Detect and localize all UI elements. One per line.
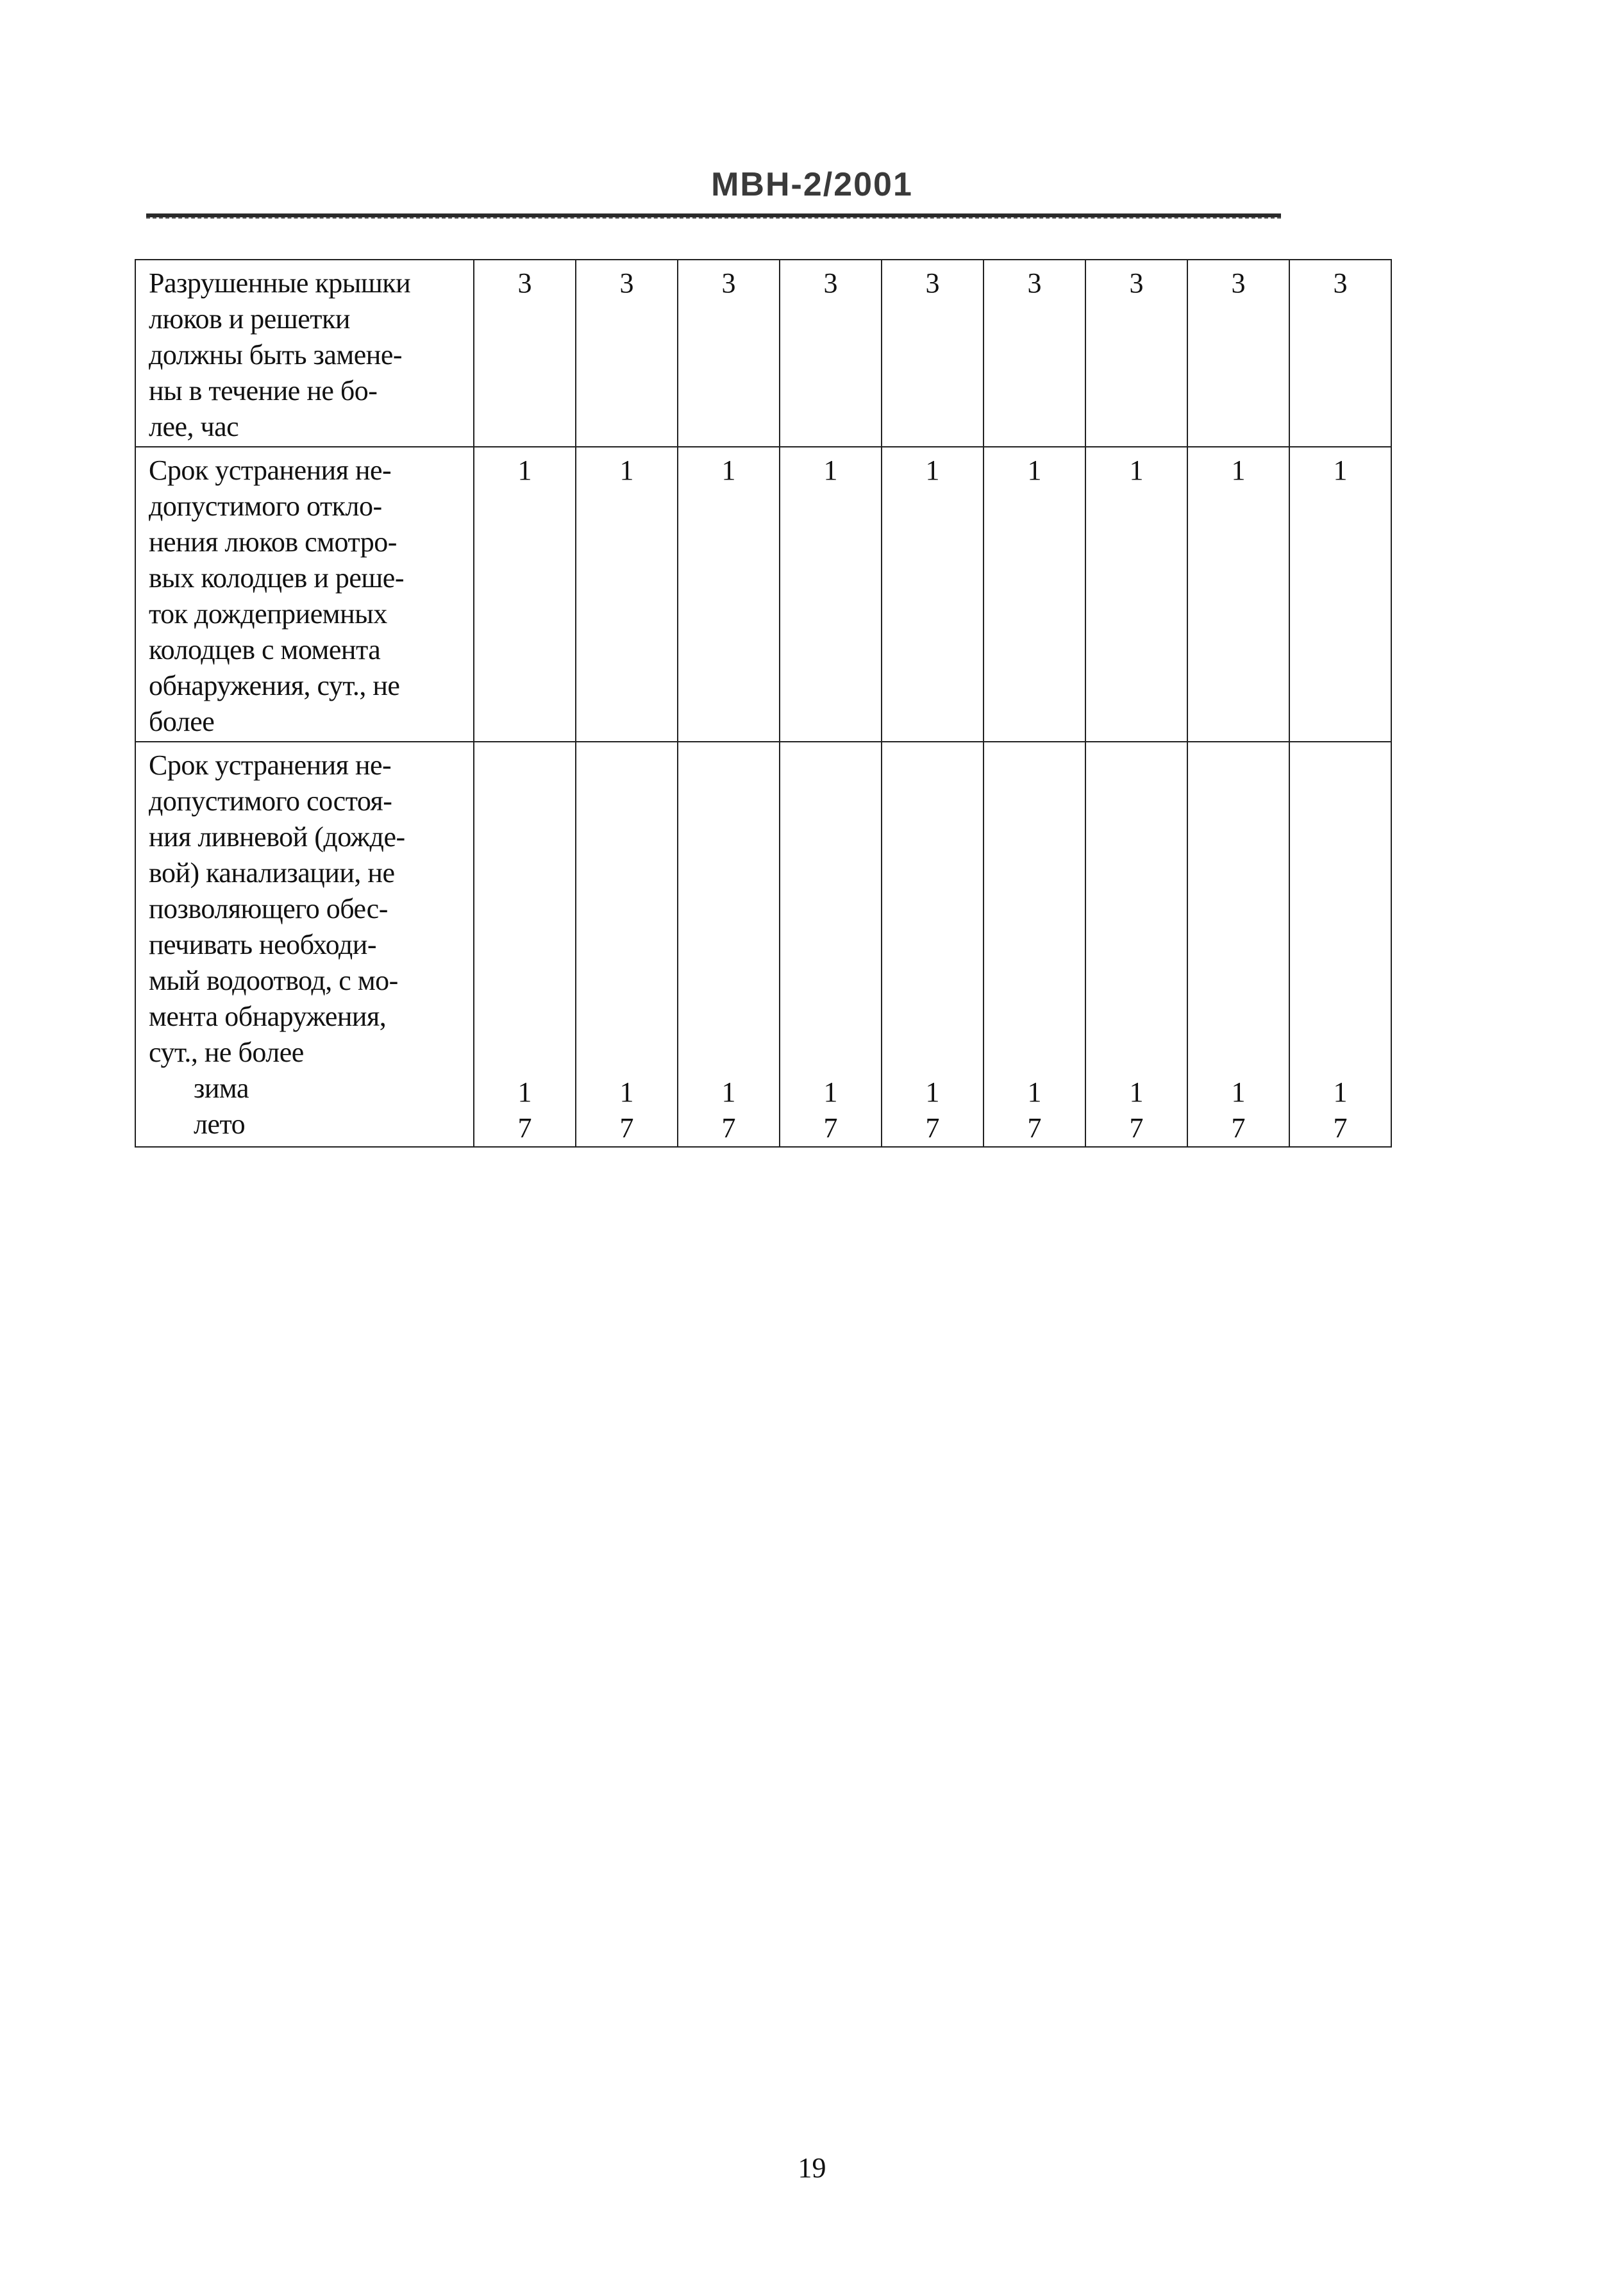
summer-value: 7 bbox=[721, 1112, 736, 1144]
row-label-cell bbox=[135, 260, 474, 447]
winter-value: 1 bbox=[1333, 1076, 1348, 1108]
value-cell: 1 bbox=[474, 447, 576, 742]
value-cell bbox=[474, 742, 576, 1147]
value-cell: 1 bbox=[1187, 447, 1289, 742]
value-cell: 1 bbox=[678, 447, 780, 742]
summer-value: 7 bbox=[517, 1112, 532, 1144]
value-cell bbox=[678, 742, 780, 1147]
summer-value: 7 bbox=[1129, 1112, 1144, 1144]
winter-value: 1 bbox=[517, 1076, 532, 1108]
value-cell: 3 bbox=[678, 260, 780, 447]
row-label-cell bbox=[135, 742, 474, 1147]
row-label: Срок устранения не- допустимого состоя- ния ливневой (дожде- вой) канализации, не позволяющего обес- печивать необходи- мый водоотвод, с мо- мента обнаружения, сут., не более bbox=[149, 749, 405, 1068]
row-label: Разрушенные крышки люков и решетки должны быть замене- ны в течение не бо- лее, час bbox=[149, 267, 411, 442]
value-cell bbox=[882, 742, 984, 1147]
value-cell bbox=[780, 742, 882, 1147]
document-code: МВН-2/2001 bbox=[711, 166, 913, 203]
page-number: 19 bbox=[798, 2152, 826, 2184]
value-cell: 1 bbox=[576, 447, 678, 742]
value-cell bbox=[576, 742, 678, 1147]
value-cell bbox=[1289, 742, 1391, 1147]
table-row bbox=[135, 447, 1391, 742]
summer-value: 7 bbox=[1231, 1112, 1246, 1144]
winter-value: 1 bbox=[721, 1076, 736, 1108]
winter-value: 1 bbox=[1231, 1076, 1246, 1108]
value-cell: 3 bbox=[780, 260, 882, 447]
header-rule bbox=[146, 213, 1281, 219]
summer-value: 7 bbox=[619, 1112, 634, 1144]
value-cell: 1 bbox=[1085, 447, 1187, 742]
row-label-cell bbox=[135, 447, 474, 742]
value-cell bbox=[1085, 742, 1187, 1147]
winter-value: 1 bbox=[823, 1076, 838, 1108]
summer-value: 7 bbox=[925, 1112, 940, 1144]
summer-value: 7 bbox=[1027, 1112, 1042, 1144]
table-row bbox=[135, 742, 1391, 1147]
value-cell: 3 bbox=[474, 260, 576, 447]
value-cell: 3 bbox=[1187, 260, 1289, 447]
value-cell: 1 bbox=[984, 447, 1085, 742]
value-cell: 3 bbox=[882, 260, 984, 447]
row-label: Срок устранения не- допустимого откло- нения люков смотро- вых колодцев и реше- ток дождеприемных колодцев с момента обнаружения, сут., не более bbox=[149, 455, 404, 737]
table-row bbox=[135, 260, 1391, 447]
value-cell: 3 bbox=[576, 260, 678, 447]
norms-table bbox=[135, 259, 1392, 1148]
value-cell: 3 bbox=[984, 260, 1085, 447]
winter-value: 1 bbox=[1027, 1076, 1042, 1108]
season-label-winter: зима bbox=[194, 1073, 249, 1104]
value-cell: 3 bbox=[1289, 260, 1391, 447]
value-cell: 3 bbox=[1085, 260, 1187, 447]
season-label-summer: лето bbox=[194, 1108, 246, 1140]
winter-value: 1 bbox=[619, 1076, 634, 1108]
value-cell: 1 bbox=[1289, 447, 1391, 742]
value-cell bbox=[1187, 742, 1289, 1147]
summer-value: 7 bbox=[823, 1112, 838, 1144]
value-cell: 1 bbox=[780, 447, 882, 742]
value-cell bbox=[984, 742, 1085, 1147]
summer-value: 7 bbox=[1333, 1112, 1348, 1144]
winter-value: 1 bbox=[925, 1076, 940, 1108]
value-cell: 1 bbox=[882, 447, 984, 742]
winter-value: 1 bbox=[1129, 1076, 1144, 1108]
